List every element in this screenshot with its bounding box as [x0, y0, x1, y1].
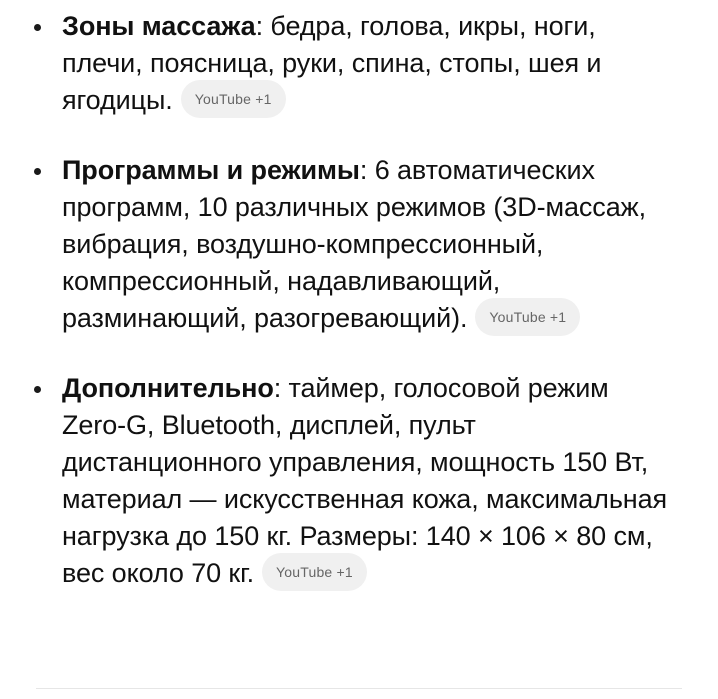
item-colon: :: [273, 372, 282, 403]
item-term: Дополнительно: [62, 372, 274, 403]
bullet-dot: [34, 24, 41, 31]
bottom-divider: [36, 688, 682, 689]
list-item-massage-zones: [0, 8, 718, 121]
item-text: таймер, голосовой режим Zero-G, Bluetooth, дисплей, пульт дистанционного управления, мощность 150 Вт, материал — искусственная кожа, максимальная нагрузка до 150 кг. Размеры: 140 × 106 × 80 см, вес около 70 кг.: [62, 372, 668, 588]
item-colon: :: [255, 11, 263, 41]
source-chip-youtube[interactable]: YouTube +1: [262, 553, 367, 591]
item-text: 6 автоматических программ, 10 различных режимов (3D-массаж, вибрация, воздушно-компрессионный, компрессионный, надавливающий, разминающий, разогревающий).: [62, 154, 646, 333]
bullet-dot: [34, 168, 41, 175]
item-term: Программы и режимы: [62, 154, 360, 185]
answer-bullet-list: [0, 8, 718, 625]
list-item-additional: [0, 370, 718, 594]
item-text: бедра, голова, икры, ноги, плечи, поясница, руки, спина, стопы, шея и ягодицы.: [62, 11, 602, 115]
source-chip-youtube[interactable]: YouTube +1: [475, 298, 580, 336]
item-colon: :: [359, 154, 368, 185]
bullet-dot: [34, 386, 41, 393]
source-chip-youtube[interactable]: YouTube +1: [181, 80, 286, 118]
item-term: Зоны массажа: [62, 11, 256, 41]
list-item-programs-modes: [0, 152, 718, 339]
